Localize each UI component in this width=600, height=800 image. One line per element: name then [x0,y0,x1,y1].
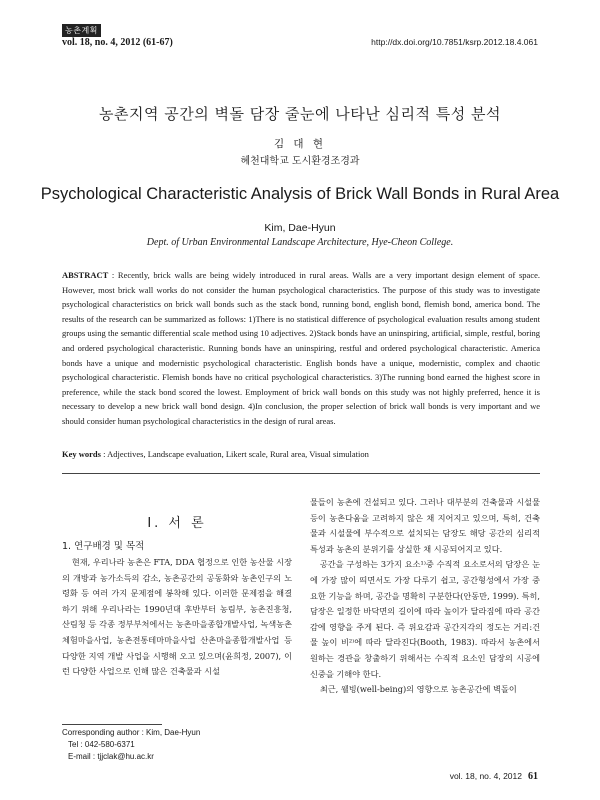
page-number: 61 [528,771,538,782]
keywords-text: : Adjectives, Landscape evaluation, Likert scale, Rural area, Visual simulation [100,449,369,459]
author-english: Kim, Dae-Hyun [264,222,336,234]
affiliation-english: Dept. of Urban Environmental Landscape Architecture, Hye-Cheon College. [146,237,454,248]
title-english: Psychological Characteristic Analysis of Brick Wall Bonds in Rural Area [40,185,560,203]
journal-logo: 농촌계획 [62,24,101,37]
footer-volume: vol. 18, no. 4, 2012 [449,771,522,781]
section-title: I. 서 론 [147,516,207,531]
doi-link[interactable]: http://dx.doi.org/10.7851/ksrp.2012.18.4.061 [371,37,538,47]
title-korean: 농촌지역 공간의 벽돌 담장 줄눈에 나타난 심리적 특성 분석 [99,105,501,123]
abstract-label: ABSTRACT [62,270,109,280]
affiliation-korean: 혜천대학교 도시환경조경과 [240,156,360,167]
keywords [62,449,540,459]
abstract-text: : Recently, brick walls are being widely introduced in rural areas. Walls are a very important design element of space. However, most brick wall works do not consider the human psychological characteristics. The purpose of this study was to investigate psychological characteristics on brick wall bonds such as the stack bond, running bond, english bond, flemish bond, america bond. The results of the research can be summarized as follows: 1)There is no statistical difference of psychological evaluation results among student groups using the semantic differential scale method using 10 adjectives. 2)Stack bonds have an uninspiring, artificial, simple, restful, boring and ordered psychological characteristic. Running bonds have an uninspiring, restful and ordered psychological characteristic. America bonds have a unique and modernistic psychological characteristic. English bonds have a unique, modernistic, complex and chaotic psychological characteristic. Flemish bonds have no critical psychological characteristics. 3)The running bond earned the highest score in preference, while the stack bond scored the lowest. Employment of brick wall bonds on this study was not highly preferred, hence it is necessary to develop a new brick wall bond design. 4)In conclusion, the proper selection of brick wall bonds is very important and we should consider human psychological characteristics in the design of rural areas. [62,270,540,426]
body-paragraph: 물들이 농촌에 건설되고 있다. 그러나 대부분의 건축물과 시설물 등이 농촌다움을 고려하지 않은 채 지어지고 있으며, 특히, 건축물과 시설물에 부수적으로 설치되는 담장도 해당 공간의 심리적 특성과 농촌의 분위기를 상실한 채 시공되어지고 있다. [310,497,540,554]
author-korean: 김 대 현 [273,138,327,150]
correspondence [62,727,200,763]
keywords-label: Key words [62,449,101,459]
left-column [62,555,292,680]
body-paragraph: 현재, 우리나라 농촌은 FTA, DDA 협정으로 인한 농산물 시장의 개방과 농가소득의 감소, 농촌공간의 공동화와 농촌인구의 노령화 등 여러 가지 문제점에 봉착해 있다. 이러한 문제점을 해결하기 위해 우리나라는 1990년대 후반부터 농림부, 농촌진흥청, 산림청 등 각종 정부부처에서는 농촌마을종합개발사업, 녹색농촌체험마을사업, 농촌전통테마마을사업 산촌마을종합개발사업 등 다양한 지역 개발 사업을 시행해 오고 있으며(윤희정, 2007), 이런 다양한 사업으로 인해 많은 건축물과 시설 [62,557,292,677]
footnote-divider [62,724,162,725]
abstract [62,268,540,429]
body-paragraph: 최근, 웰빙(well-being)의 영향으로 농촌공간에 벽돌이 [319,684,517,695]
correspondence-author: Corresponding author : Kim, Dae-Hyun [62,728,201,737]
right-column [310,495,540,698]
page-footer [450,771,538,782]
subsection-title: 1. 연구배경 및 목적 [62,541,145,552]
correspondence-email[interactable]: E-mail : tjjclak@hu.ac.kr [68,752,154,761]
body-paragraph: 공간을 구성하는 3가지 요소¹⁾중 수직적 요소로서의 담장은 눈에 가장 많이 띄면서도 가장 다루기 쉽고, 공간형성에서 가장 중요한 기능을 하며, 공간을 명확히 구분한다(안동만, 1999). 특히, 담장은 일정한 바닥면의 길이에 따라 높이가 달라짐에 따라 공간감에 영향을 주게 된다. 즉 위요감과 공간지각의 정도는 거리:건물 높이 비²⁾에 따라 달라진다(Booth, 1983). 따라서 농촌에서 원하는 경관을 창출하기 위해서는 수직적 요소인 담장의 시공에 신중을 기해야 한다. [310,559,540,679]
section-divider [62,473,540,474]
volume-info: vol. 18, no. 4, 2012 (61-67) [62,37,173,48]
correspondence-tel: Tel : 042-580-6371 [68,740,135,749]
